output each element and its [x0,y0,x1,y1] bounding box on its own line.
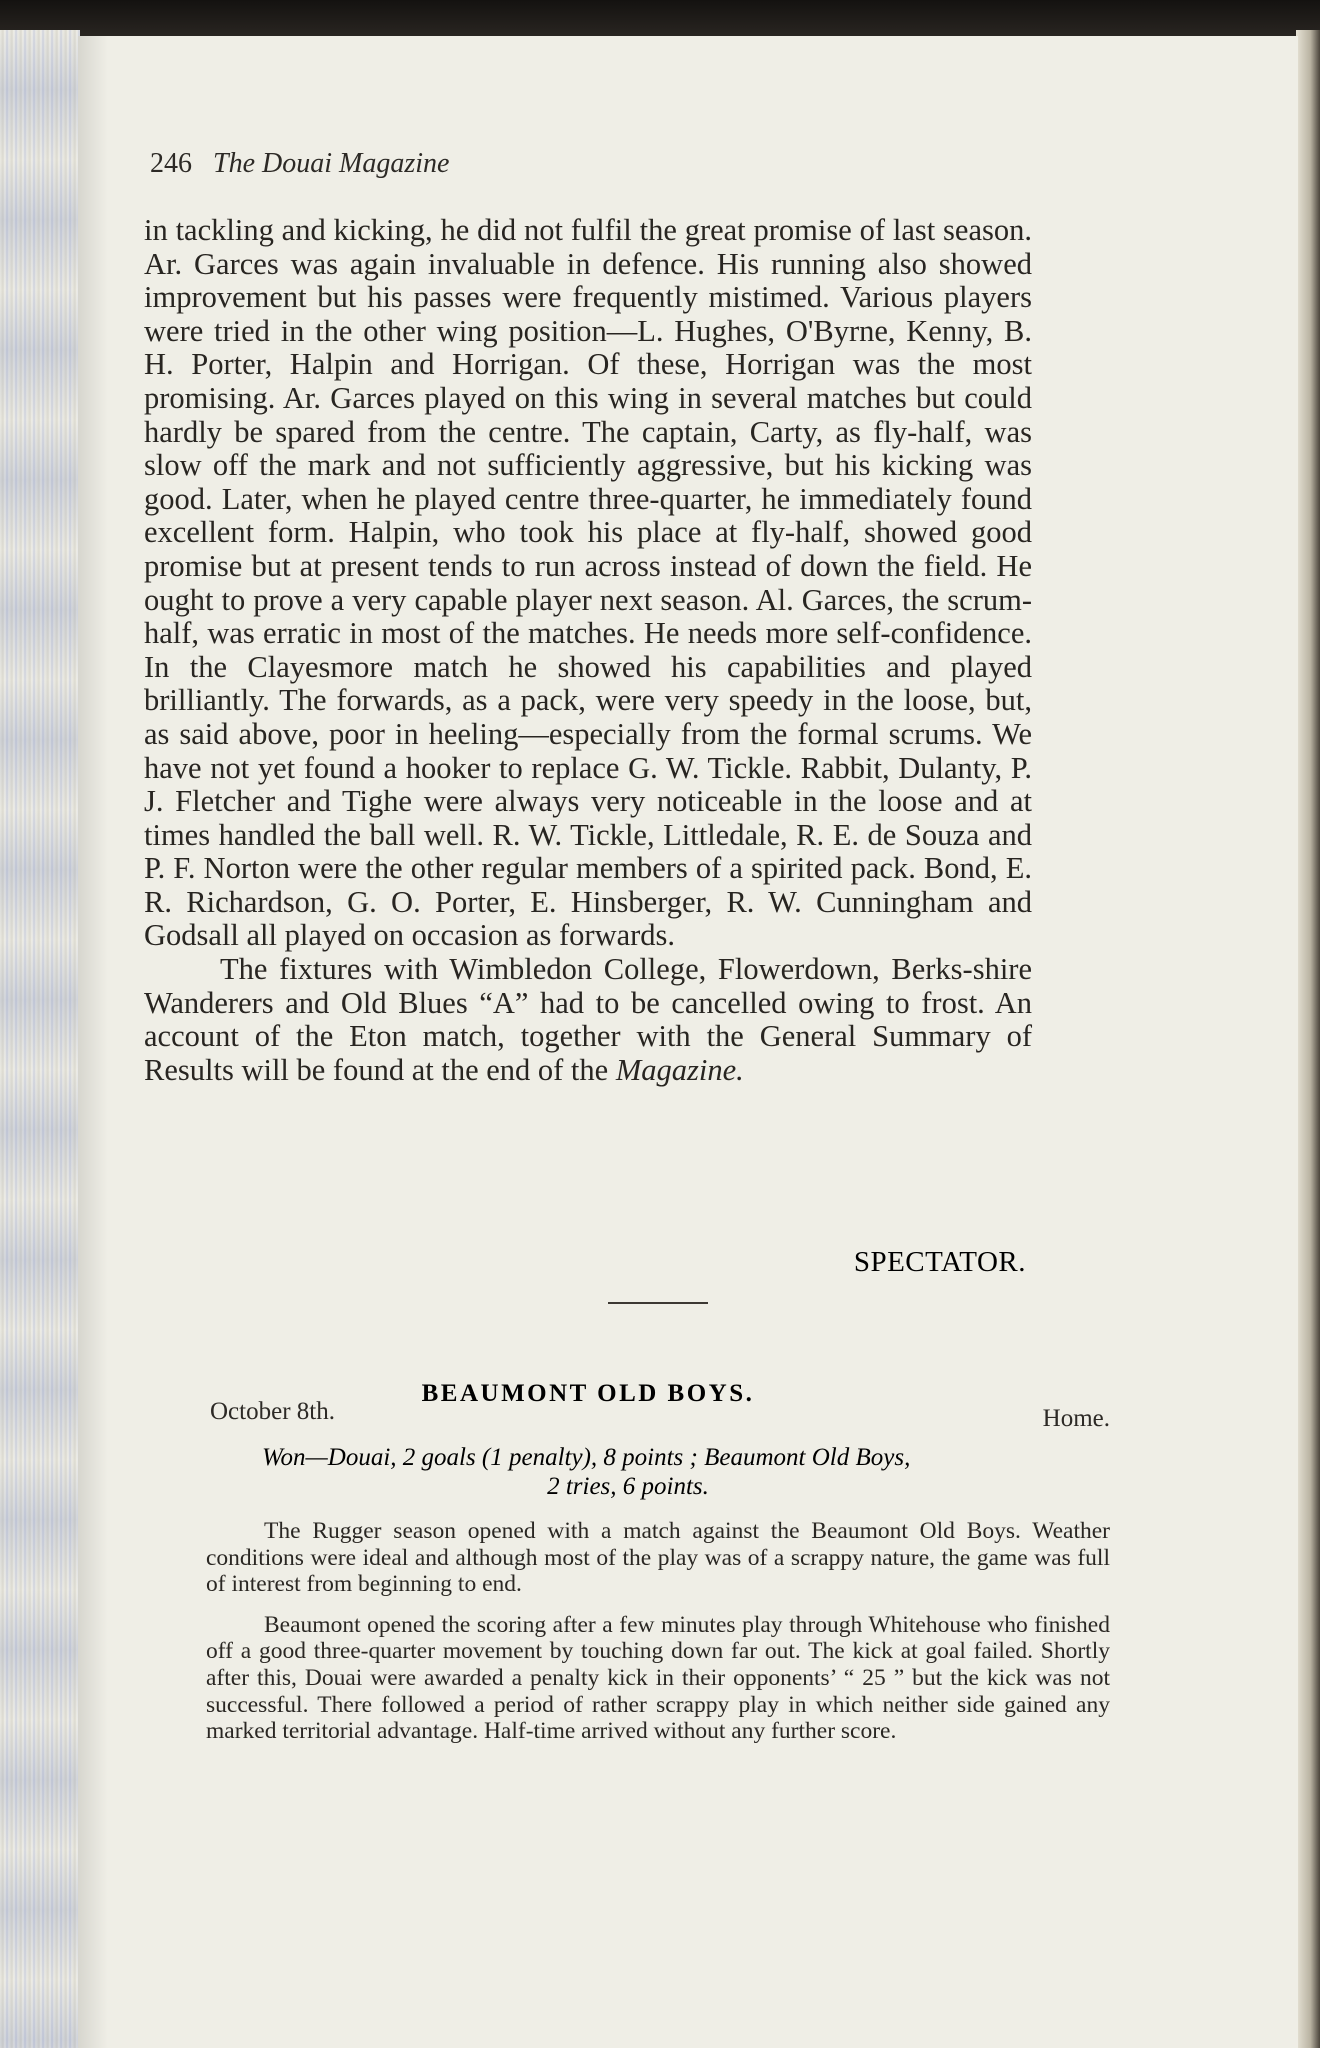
book-page-edges [0,30,80,2048]
result-line-2: 2 tries, 6 points. [547,1473,709,1500]
magazine-italic: Magazine. [615,1052,744,1087]
report-paragraph-1: The Rugger season opened with a match against the Beaumont Old Boys. Weather conditions were ideal and although most of the play was of a scrappy nature, the game was full of interest from beginning to end. [206,1518,1110,1598]
author-signature: SPECTATOR. [853,1246,1026,1278]
paragraph-2-text: The fixtures with Wimbledon College, Flowerdown, Berks-shire Wanderers and Old Blues “A” had to be cancelled owing to frost. An account of the Eton match, together with the General Summary of Results will be found at the end of the [144,952,1032,1087]
scan-backdrop [0,0,1320,40]
paragraph-2 [144,953,1032,1087]
paragraph-1: in tackling and kicking, he did not fulfil the great promise of last season. Ar. Garces was again invaluable in defence. His running also showed improvement but his passes were frequently mistimed. Various players were tried in the other wing position—L. Hughes, O'Byrne, Kenny, B. H. Porter, Halpin and Horrigan. Of these, Horrigan was the most promising. Ar. Garces played on this wing in several matches but could hardly be spared from the centre. The captain, Carty, as fly-half, was slow off the mark and not sufficiently aggressive, but his kicking was good. Later, when he played centre three-quarter, he immediately found excellent form. Halpin, who took his place at fly-half, showed good promise but at present tends to run across instead of down the field. He ought to prove a very capable player next season. Al. Garces, the scrum-half, was erratic in most of the matches. He needs more self-confidence. In the Clayesmore match he showed his capabilities and played brilliantly. The forwards, as a pack, were very speedy in the loose, but, as said above, poor in heeling—especially from the formal scrums. We have not yet found a hooker to replace G. W. Tickle. Rabbit, Dulanty, P. J. Fletcher and Tighe were always very noticeable in the loose and at times handled the ball well. R. W. Tickle, Littledale, R. E. de Souza and P. F. Norton were the other regular members of a spirited pack. Bond, E. R. Richardson, G. O. Porter, E. Hinsberger, R. W. Cunningham and Godsall all played on occasion as forwards. [144,213,1032,953]
article-body [144,214,1032,1087]
running-title: The Douai Magazine [213,148,450,179]
match-venue: Home. [1042,1405,1110,1432]
section-divider [608,1302,708,1304]
match-report [206,1518,1110,1759]
running-head [150,148,449,180]
match-result [262,1443,1114,1501]
report-paragraph-2: Beaumont opened the scoring after a few minutes play through Whitehouse who finished off a good three-quarter movement by touching down far out. The kick at goal failed. Shortly after this, Douai were awarded a penalty kick in their opponents’ “ 25 ” but the kick was not successful. There followed a period of rather scrappy play in which neither side gained any marked territorial advantage. Half-time arrived without any further score. [206,1611,1110,1745]
book-spine-edge [1296,30,1320,2048]
page-number: 246 [150,148,192,179]
match-title: BEAUMONT OLD BOYS. [421,1380,755,1407]
result-line-1: Won—Douai, 2 goals (1 penalty), 8 points ; Beaumont Old Boys, [262,1444,911,1471]
match-date: October 8th. [210,1398,335,1425]
